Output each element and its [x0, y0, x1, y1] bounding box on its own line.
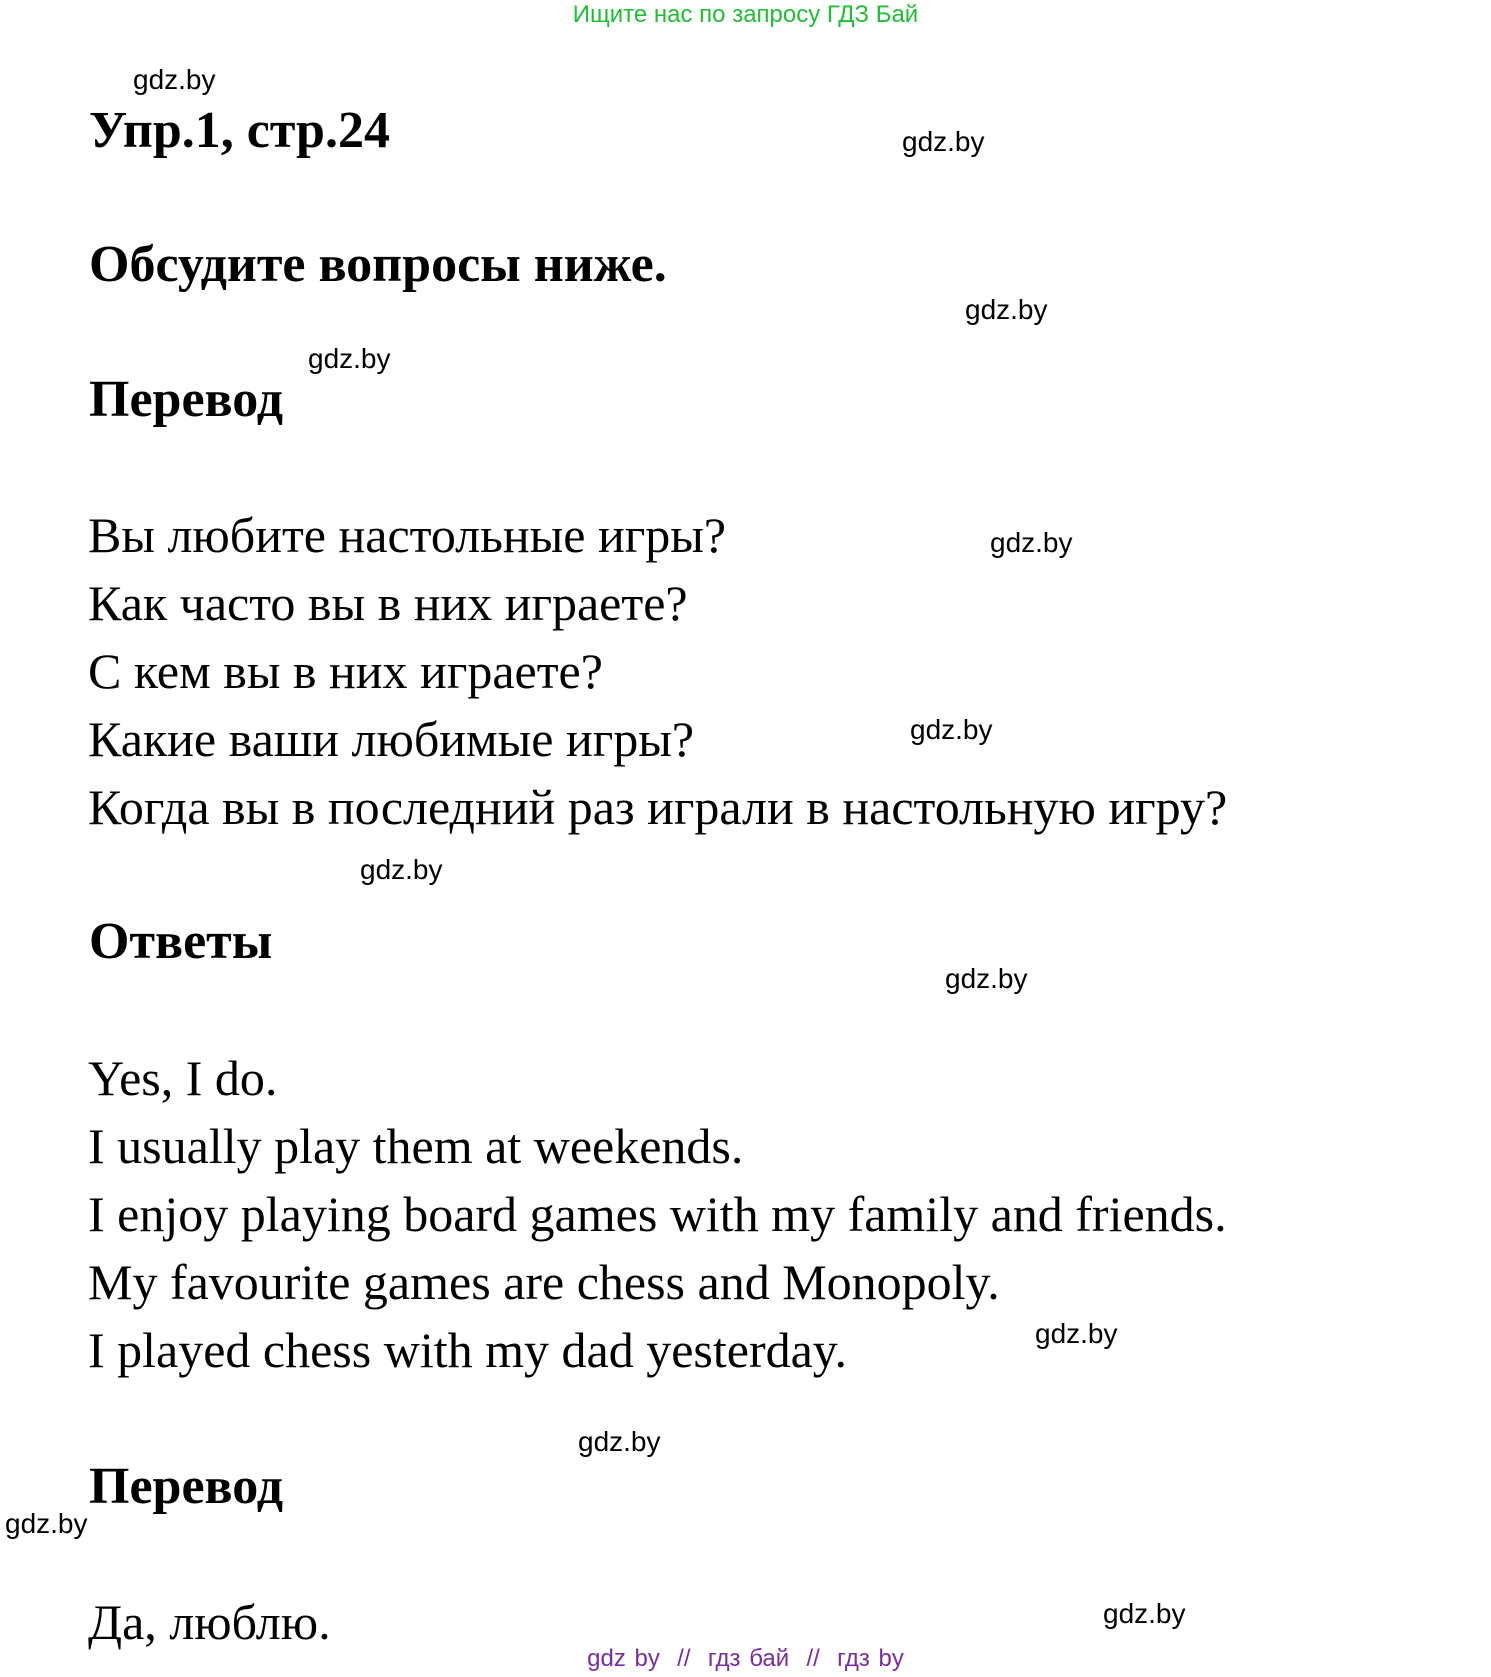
translation-line: Какие ваши любимые игры?: [88, 711, 695, 767]
translation-line: Вы любите настольные игры?: [88, 507, 727, 563]
watermark: gdz.by: [1035, 1318, 1118, 1349]
answers-translation-heading: Перевод: [89, 1458, 284, 1515]
answers-heading: Ответы: [89, 913, 273, 970]
footer-links: [0, 1644, 1491, 1674]
answer-line: Yes, I do.: [88, 1050, 278, 1106]
watermark: gdz.by: [133, 64, 216, 95]
watermark: gdz.by: [965, 294, 1048, 325]
watermark: gdz.by: [360, 854, 443, 885]
watermark: gdz.by: [308, 343, 391, 374]
answer-line: My favourite games are chess and Monopoly.: [88, 1254, 1000, 1310]
watermark: gdz.by: [910, 714, 993, 745]
banner-text: Ищите нас по запросу ГДЗ Бай: [572, 1, 919, 28]
watermark: gdz.by: [902, 126, 985, 157]
answer-line: I enjoy playing board games with my family and friends.: [88, 1186, 1227, 1242]
exercise-instruction: Обсудите вопросы ниже.: [89, 236, 667, 293]
watermark: gdz.by: [578, 1426, 661, 1457]
answer-line: I played chess with my dad yesterday.: [88, 1322, 848, 1378]
site-banner: [0, 0, 1491, 30]
watermark: gdz.by: [1103, 1598, 1186, 1629]
watermark: gdz.by: [945, 963, 1028, 994]
exercise-title: Упр.1, стр.24: [89, 102, 390, 159]
watermark: gdz.by: [5, 1508, 88, 1539]
answer-line: I usually play them at weekends.: [88, 1118, 744, 1174]
translation-heading: Перевод: [89, 371, 284, 428]
translation-line: Когда вы в последний раз играли в настольную игру?: [88, 779, 1228, 835]
answers-translation-line: Да, люблю.: [88, 1594, 331, 1650]
translation-line: Как часто вы в них играете?: [88, 575, 688, 631]
watermark: gdz.by: [990, 527, 1073, 558]
translation-line: С кем вы в них играете?: [88, 643, 603, 699]
footer-text: gdz by // гдз бай // гдз by: [587, 1645, 904, 1672]
